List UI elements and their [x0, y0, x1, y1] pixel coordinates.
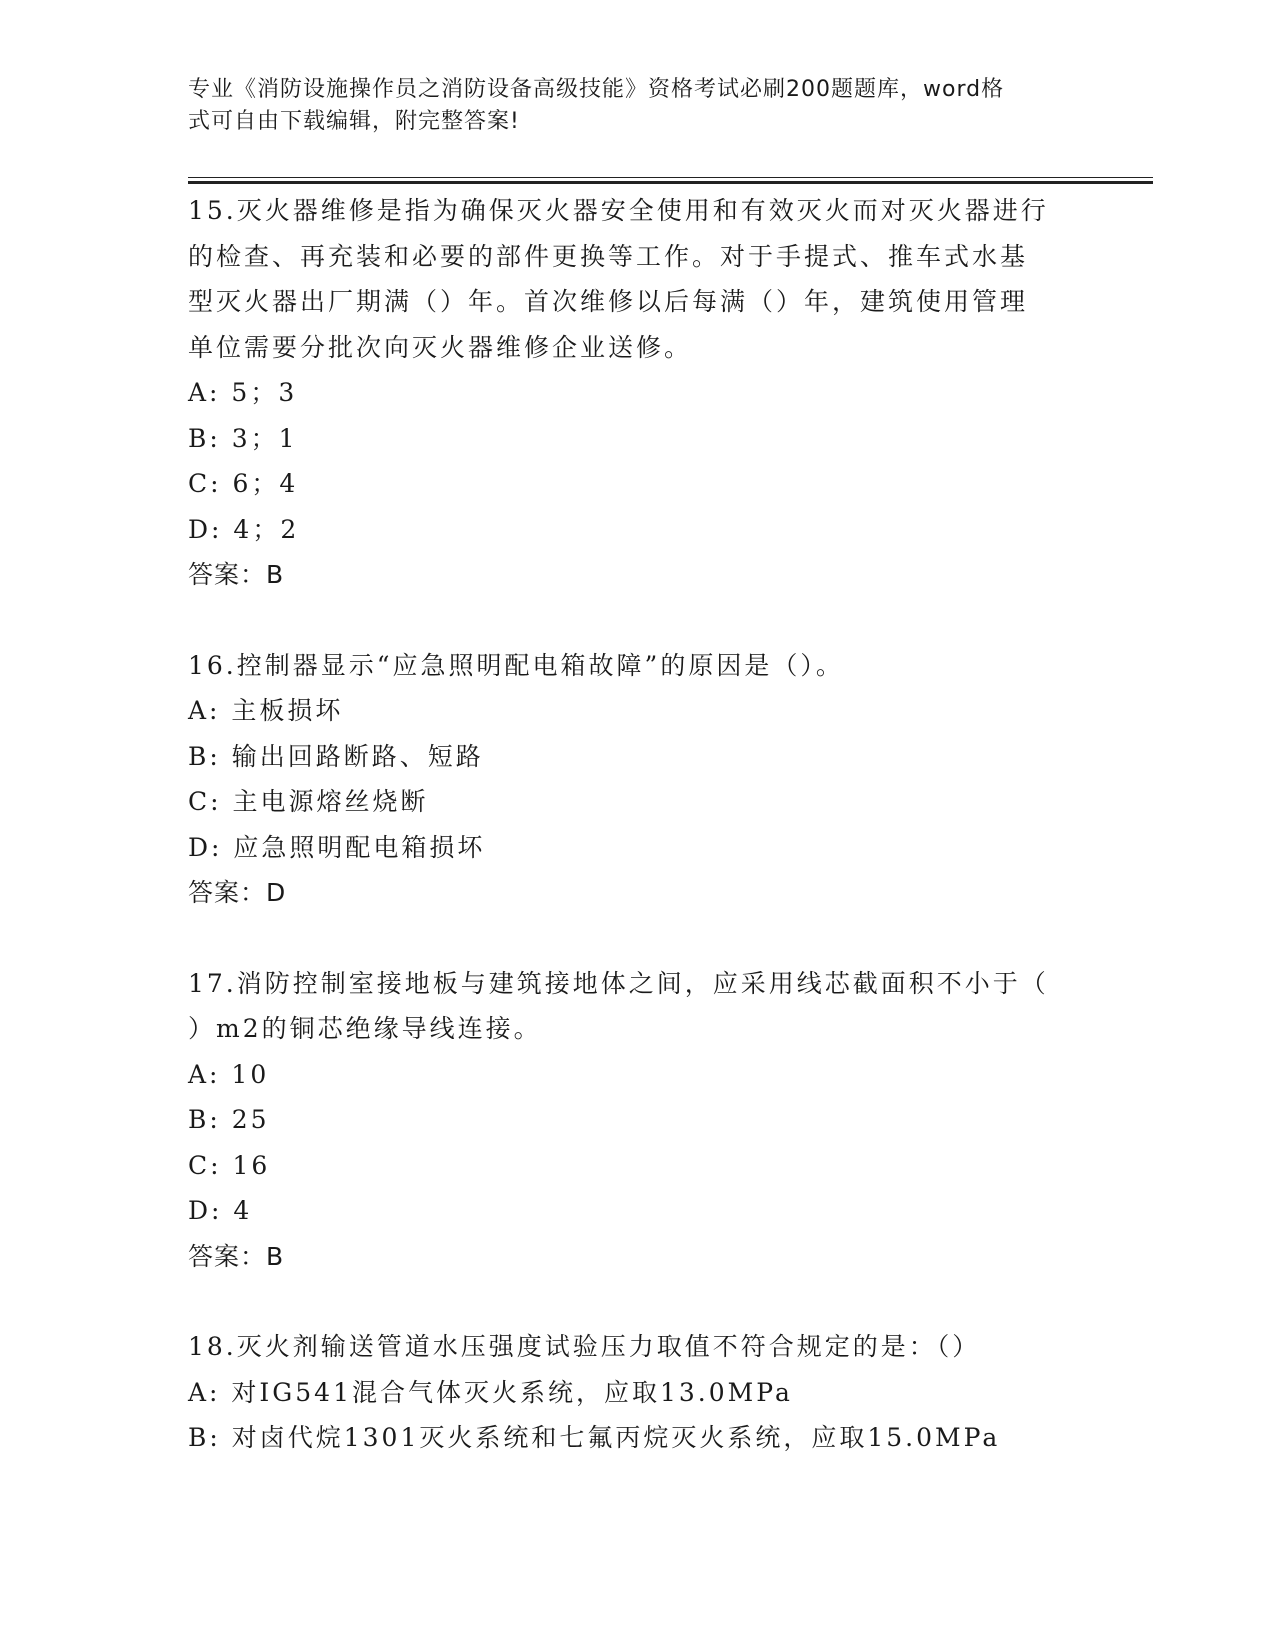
stem-line: 18.灭火剂输送管道水压强度试验压力取值不符合规定的是：（） — [188, 1332, 981, 1361]
stem-line: 15.灭火器维修是指为确保灭火器安全使用和有效灭火而对灭火器进行 — [188, 196, 1049, 225]
option-c: C: 6；4 — [188, 469, 299, 498]
question-stem — [188, 961, 1088, 1052]
header-divider-thick — [188, 181, 1153, 184]
stem-line: 单位需要分批次向灭火器维修企业送修。 — [188, 332, 693, 362]
answer: 答案：B — [188, 1241, 285, 1271]
stem-line: ）m2的铜芯绝缘导线连接。 — [188, 1014, 542, 1043]
option-a: A: 对IG541混合气体灭火系统，应取13.0MPa — [188, 1377, 793, 1407]
option-b: B: 输出回路断路、短路 — [188, 741, 484, 771]
option-a: A: 10 — [188, 1059, 270, 1089]
option-a: A: 5；3 — [188, 378, 298, 407]
stem-line: 16.控制器显示“应急照明配电箱故障”的原因是（）。 — [188, 650, 844, 680]
question-15 — [188, 188, 1088, 598]
answer: 答案：D — [188, 878, 287, 907]
option-a: A: 主板损坏 — [188, 696, 344, 725]
question-18 — [188, 1324, 1088, 1461]
question-stem — [188, 1324, 1088, 1370]
header-line-1: 专业《消防设施操作员之消防设备高级技能》资格考试必刷200题题库，word格 — [188, 77, 1005, 102]
header-line-2: 式可自由下载编辑，附完整答案! — [188, 109, 520, 134]
question-stem — [188, 643, 1088, 689]
stem-line: 的检查、再充装和必要的部件更换等工作。对于手提式、推车式水基 — [188, 241, 1029, 271]
question-list — [188, 188, 1088, 1461]
stem-line: 17.消防控制室接地板与建筑接地体之间，应采用线芯截面积不小于（ — [188, 968, 1049, 998]
option-d: D: 4 — [188, 1196, 253, 1225]
question-16 — [188, 643, 1088, 916]
option-d: D: 4；2 — [188, 514, 300, 544]
question-17 — [188, 961, 1088, 1280]
option-d: D: 应急照明配电箱损坏 — [188, 832, 486, 862]
option-c: C: 16 — [188, 1150, 271, 1180]
header-divider-thin — [188, 177, 1153, 178]
spacer — [188, 916, 1088, 961]
option-b: B: 3；1 — [188, 423, 298, 453]
answer: 答案：B — [188, 560, 285, 589]
spacer — [188, 598, 1088, 643]
stem-line: 型灭火器出厂期满（）年。首次维修以后每满（）年，建筑使用管理 — [188, 287, 1029, 316]
option-b: B: 25 — [188, 1105, 270, 1134]
document-header — [188, 74, 1068, 138]
spacer — [188, 1279, 1088, 1324]
option-c: C: 主电源熔丝烧断 — [188, 787, 429, 816]
question-stem — [188, 188, 1088, 370]
option-b: B: 对卤代烷1301灭火系统和七氟丙烷灭火系统，应取15.0MPa — [188, 1423, 1001, 1452]
